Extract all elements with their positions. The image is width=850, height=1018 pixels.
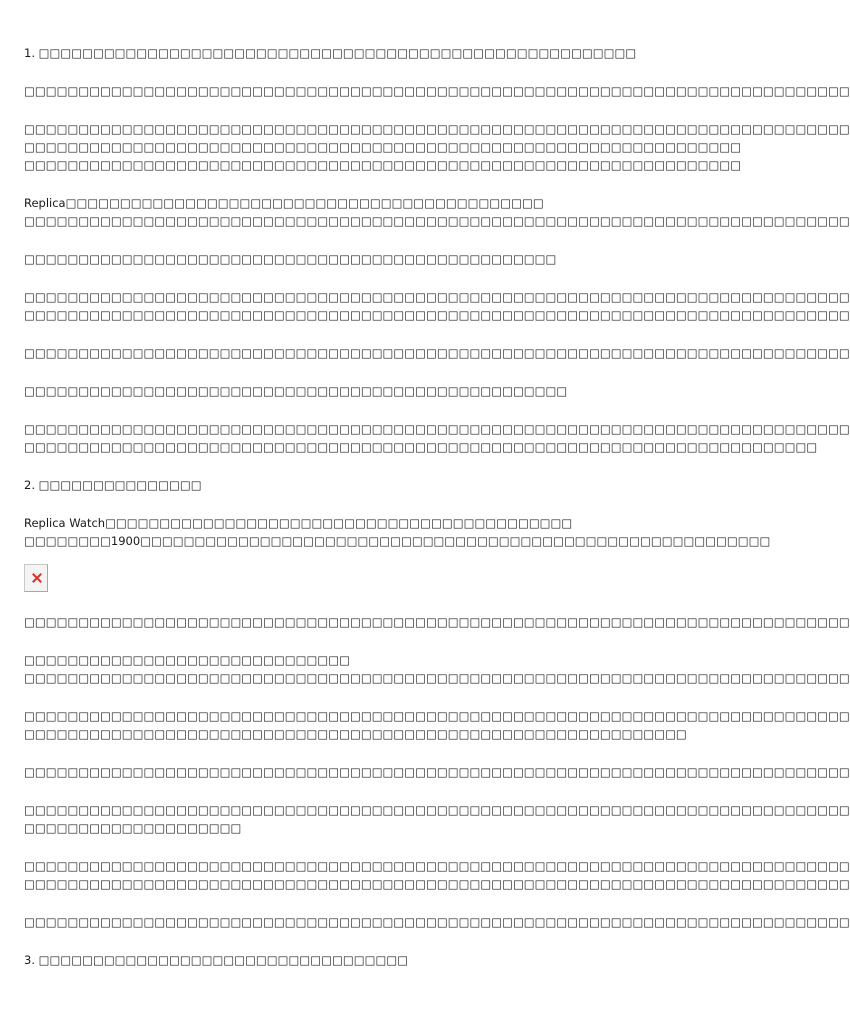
paragraph <box>24 651 850 687</box>
paragraph: □□□□□□□□□□□□□□□□□□□□□□□□□□□□□□□□□□□□□□□□□□□□□□□□□□□□□□□□□□□□□□□□□□□□□□□□□□□□ <box>24 84 850 98</box>
text-line: Replica□□□□□□□□□□□□□□□□□□□□□□□□□□□□□□□□□□□□□□□□□□□□ <box>24 196 544 210</box>
text-line: □□□□□□□□□□□□□□□□□□□□□□□□□□□□□□□□□□□□□□□□□□□□□□□□□□□□□□□□□□□□□□□□□□□□□□□□□□□□ <box>24 671 850 685</box>
paragraph: □□□□□□□□□□□□□□□□□□□□□□□□□□□□□□□□□□□□□□□□□□□□□□□□□□□□□□□□□□□□□□□□□□□□□□□□□□□□ <box>24 346 850 360</box>
paragraph <box>24 801 850 837</box>
section-heading-3: 3. □□□□□□□□□□□□□□□□□□□□□□□□□□□□□□□□□□ <box>24 953 409 967</box>
text-line: □□□□□□□□□□□□□□□□□□□□ <box>24 821 242 835</box>
numbered-item-1: 1. □□□□□□□□□□□□□□□□□□□□□□□□□□□□□□□□□□□□□□□□□□□□□□□□□□□□□□□ <box>24 46 637 60</box>
section-heading-2: 2. □□□□□□□□□□□□□□□ <box>24 478 202 492</box>
paragraph <box>24 420 850 456</box>
broken-image-icon <box>24 564 48 592</box>
paragraph <box>24 120 850 174</box>
text-line: □□□□□□□□□□□□□□□□□□□□□□□□□□□□□□□□□□□□□□□□□□□□□□□□□□□□□□□□□□□□□□□□□□□□□□□□□□□□ <box>24 122 850 136</box>
text-line: □□□□□□□□□□□□□□□□□□□□□□□□□□□□□□□□□□□□□□□□□□□□□□□□□□□□□□□□□□□□□ <box>24 727 687 741</box>
text-line: □□□□□□□□□□□□□□□□□□□□□□□□□□□□□□□□□□□□□□□□□□□□□□□□□□□□□□□□□□□□□□□□□□□□□□□□□□□□ <box>24 877 850 891</box>
text-line: □□□□□□□□□□□□□□□□□□□□□□□□□□□□□□□□□□□□□□□□□□□□□□□□□□□□□□□□□□□□□□□□□□ <box>24 140 742 154</box>
text-line: Replica Watch□□□□□□□□□□□□□□□□□□□□□□□□□□□□□□□□□□□□□□□□□□□ <box>24 516 573 530</box>
paragraph: □□□□□□□□□□□□□□□□□□□□□□□□□□□□□□□□□□□□□□□□□□□□□□□□□ <box>24 252 557 266</box>
paragraph: □□□□□□□□□□□□□□□□□□□□□□□□□□□□□□□□□□□□□□□□□□□□□□□□□□ <box>24 384 568 398</box>
paragraph <box>24 288 850 324</box>
paragraph: □□□□□□□□□□□□□□□□□□□□□□□□□□□□□□□□□□□□□□□□□□□□□□□□□□□□□□□□□□□□□□□□□□□□□□□□□□□□ <box>24 765 850 779</box>
text-line: □□□□□□□□□□□□□□□□□□□□□□□□□□□□□□□□□□□□□□□□□□□□□□□□□□□□□□□□□□□□□□□□□□ <box>24 158 742 172</box>
paragraph <box>24 857 850 893</box>
text-line: □□□□□□□□□□□□□□□□□□□□□□□□□□□□□□ <box>24 653 350 667</box>
paragraph: □□□□□□□□□□□□□□□□□□□□□□□□□□□□□□□□□□□□□□□□□□□□□□□□□□□□□□□□□□□□□□□□□□□□□□□□□□□□ <box>24 915 850 929</box>
text-line: □□□□□□□□□□□□□□□□□□□□□□□□□□□□□□□□□□□□□□□□□□□□□□□□□□□□□□□□□□□□□□□□□□□□□□□□□□□□ <box>24 422 850 436</box>
paragraph: □□□□□□□□□□□□□□□□□□□□□□□□□□□□□□□□□□□□□□□□□□□□□□□□□□□□□□□□□□□□□□□□□□□□□□□□□□□□ <box>24 615 850 629</box>
text-line: □□□□□□□□□□□□□□□□□□□□□□□□□□□□□□□□□□□□□□□□□□□□□□□□□□□□□□□□□□□□□□□□□□□□□□□□□□□□ <box>24 859 850 873</box>
paragraph <box>24 194 850 230</box>
paragraph <box>24 707 850 743</box>
text-line: □□□□□□□□1900□□□□□□□□□□□□□□□□□□□□□□□□□□□□□□□□□□□□□□□□□□□□□□□□□□□□□□□□□□ <box>24 534 771 548</box>
text-line: □□□□□□□□□□□□□□□□□□□□□□□□□□□□□□□□□□□□□□□□□□□□□□□□□□□□□□□□□□□□□□□□□□□□□□□□□□□□ <box>24 803 850 817</box>
text-line: □□□□□□□□□□□□□□□□□□□□□□□□□□□□□□□□□□□□□□□□□□□□□□□□□□□□□□□□□□□□□□□□□□□□□□□□□ <box>24 440 818 454</box>
text-line: □□□□□□□□□□□□□□□□□□□□□□□□□□□□□□□□□□□□□□□□□□□□□□□□□□□□□□□□□□□□□□□□□□□□□□□□□□□□ <box>24 214 850 228</box>
text-line: □□□□□□□□□□□□□□□□□□□□□□□□□□□□□□□□□□□□□□□□□□□□□□□□□□□□□□□□□□□□□□□□□□□□□□□□□□□□ <box>24 709 850 723</box>
text-line: □□□□□□□□□□□□□□□□□□□□□□□□□□□□□□□□□□□□□□□□□□□□□□□□□□□□□□□□□□□□□□□□□□□□□□□□□□□□ <box>24 290 850 304</box>
paragraph <box>24 514 771 550</box>
text-line: □□□□□□□□□□□□□□□□□□□□□□□□□□□□□□□□□□□□□□□□□□□□□□□□□□□□□□□□□□□□□□□□□□□□□□□□□□□□ <box>24 308 850 322</box>
